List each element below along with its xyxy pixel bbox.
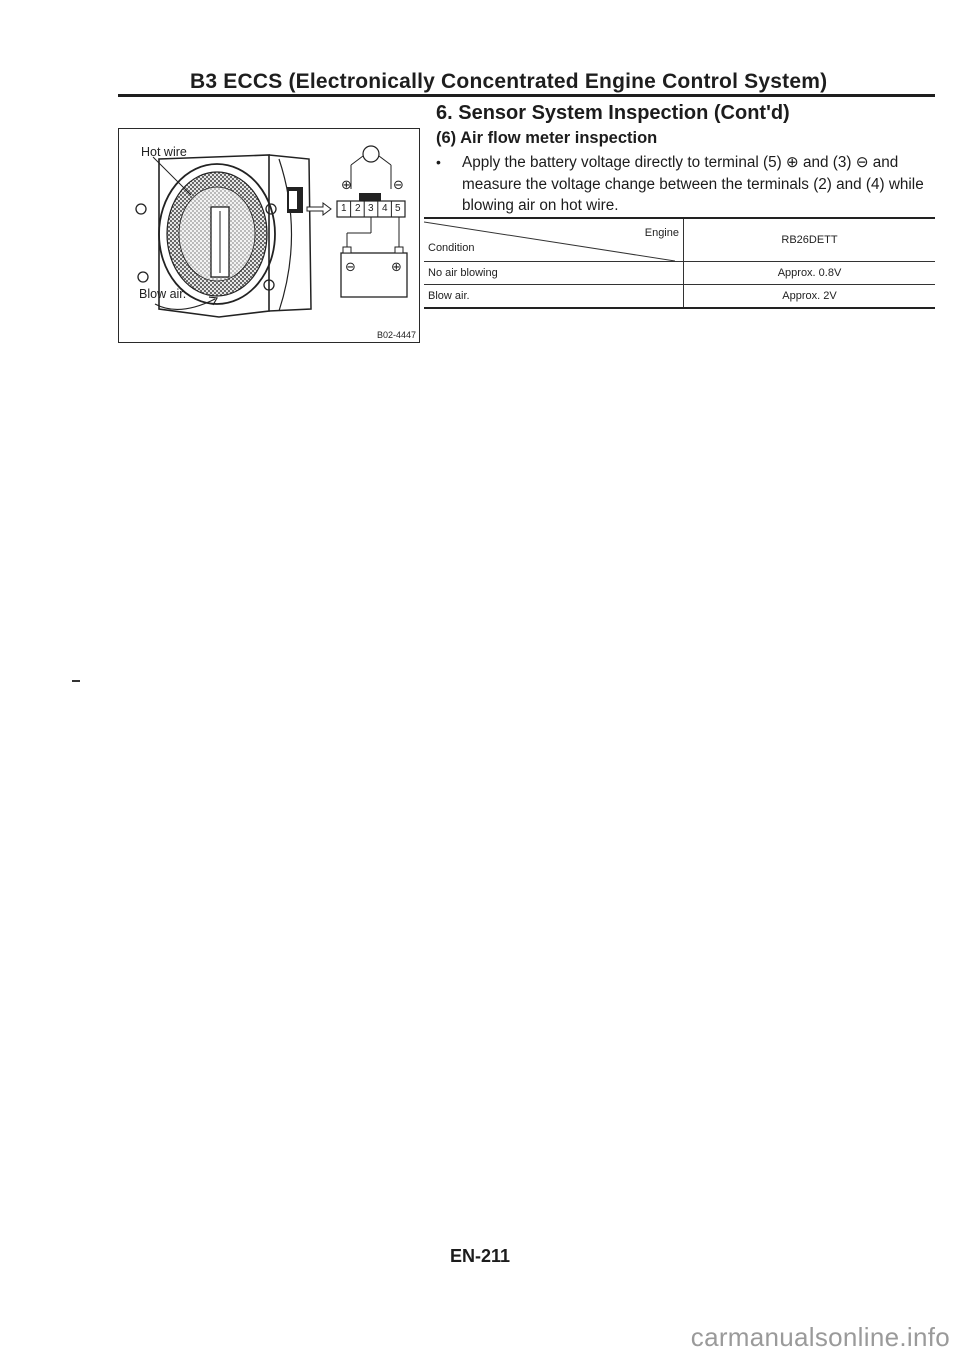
air-flow-meter-illustration [119,129,419,342]
terminal-number-1: 1 [341,203,347,214]
bolt-icon [136,204,146,214]
terminal-number-4: 4 [382,203,388,214]
terminal-number-5: 5 [395,203,401,214]
instruction-paragraph [436,152,936,217]
header-diagonal-cell [424,218,684,262]
header-engine: Engine [644,227,679,239]
header-model: RB26DETT [684,218,936,262]
plus-terminal-icon: ⊕ [341,177,352,192]
chapter-title: B3 ECCS (Electronically Concentrated Engine Control System) [190,70,828,93]
bullet-icon: • [436,154,441,170]
watermark: carmanualsonline.info [690,1322,950,1352]
page-number: EN-211 [449,1246,511,1266]
instruction-text: Apply the battery voltage directly to terminal (5) ⊕ and (3) ⊖ and measure the voltage change between the terminals (2) and (4) while blowing air on hot wire. [462,154,924,214]
bolt-icon [138,272,148,282]
terminal-number-2: 2 [355,203,361,214]
figure-code: B02-4447 [376,330,416,340]
voltmeter-icon [363,146,379,162]
section-heading: 6. Sensor System Inspection (Cont'd) [436,102,790,124]
label-blow-air: Blow air. [139,287,187,301]
row-condition: Blow air. [424,285,684,309]
label-hot-wire: Hot wire [141,145,187,159]
spec-table [424,217,935,309]
row-value: Approx. 0.8V [684,262,936,285]
battery-minus-icon: ⊖ [345,259,356,274]
sub-heading: (6) Air flow meter inspection [436,129,658,147]
table-header-row [424,218,935,262]
table-row [424,285,935,309]
air-flow-meter-figure [118,128,420,343]
row-condition: No air blowing [424,262,684,285]
row-value: Approx. 2V [684,285,936,309]
table-row [424,262,935,285]
minus-terminal-icon: ⊖ [393,177,404,192]
stray-mark [72,680,80,682]
terminal-number-3: 3 [368,203,374,214]
diagonal-line [424,219,675,261]
header-condition: Condition [428,242,475,254]
header-rule [118,94,935,97]
arrow-icon [307,203,331,215]
battery-plus-icon: ⊕ [391,259,402,274]
